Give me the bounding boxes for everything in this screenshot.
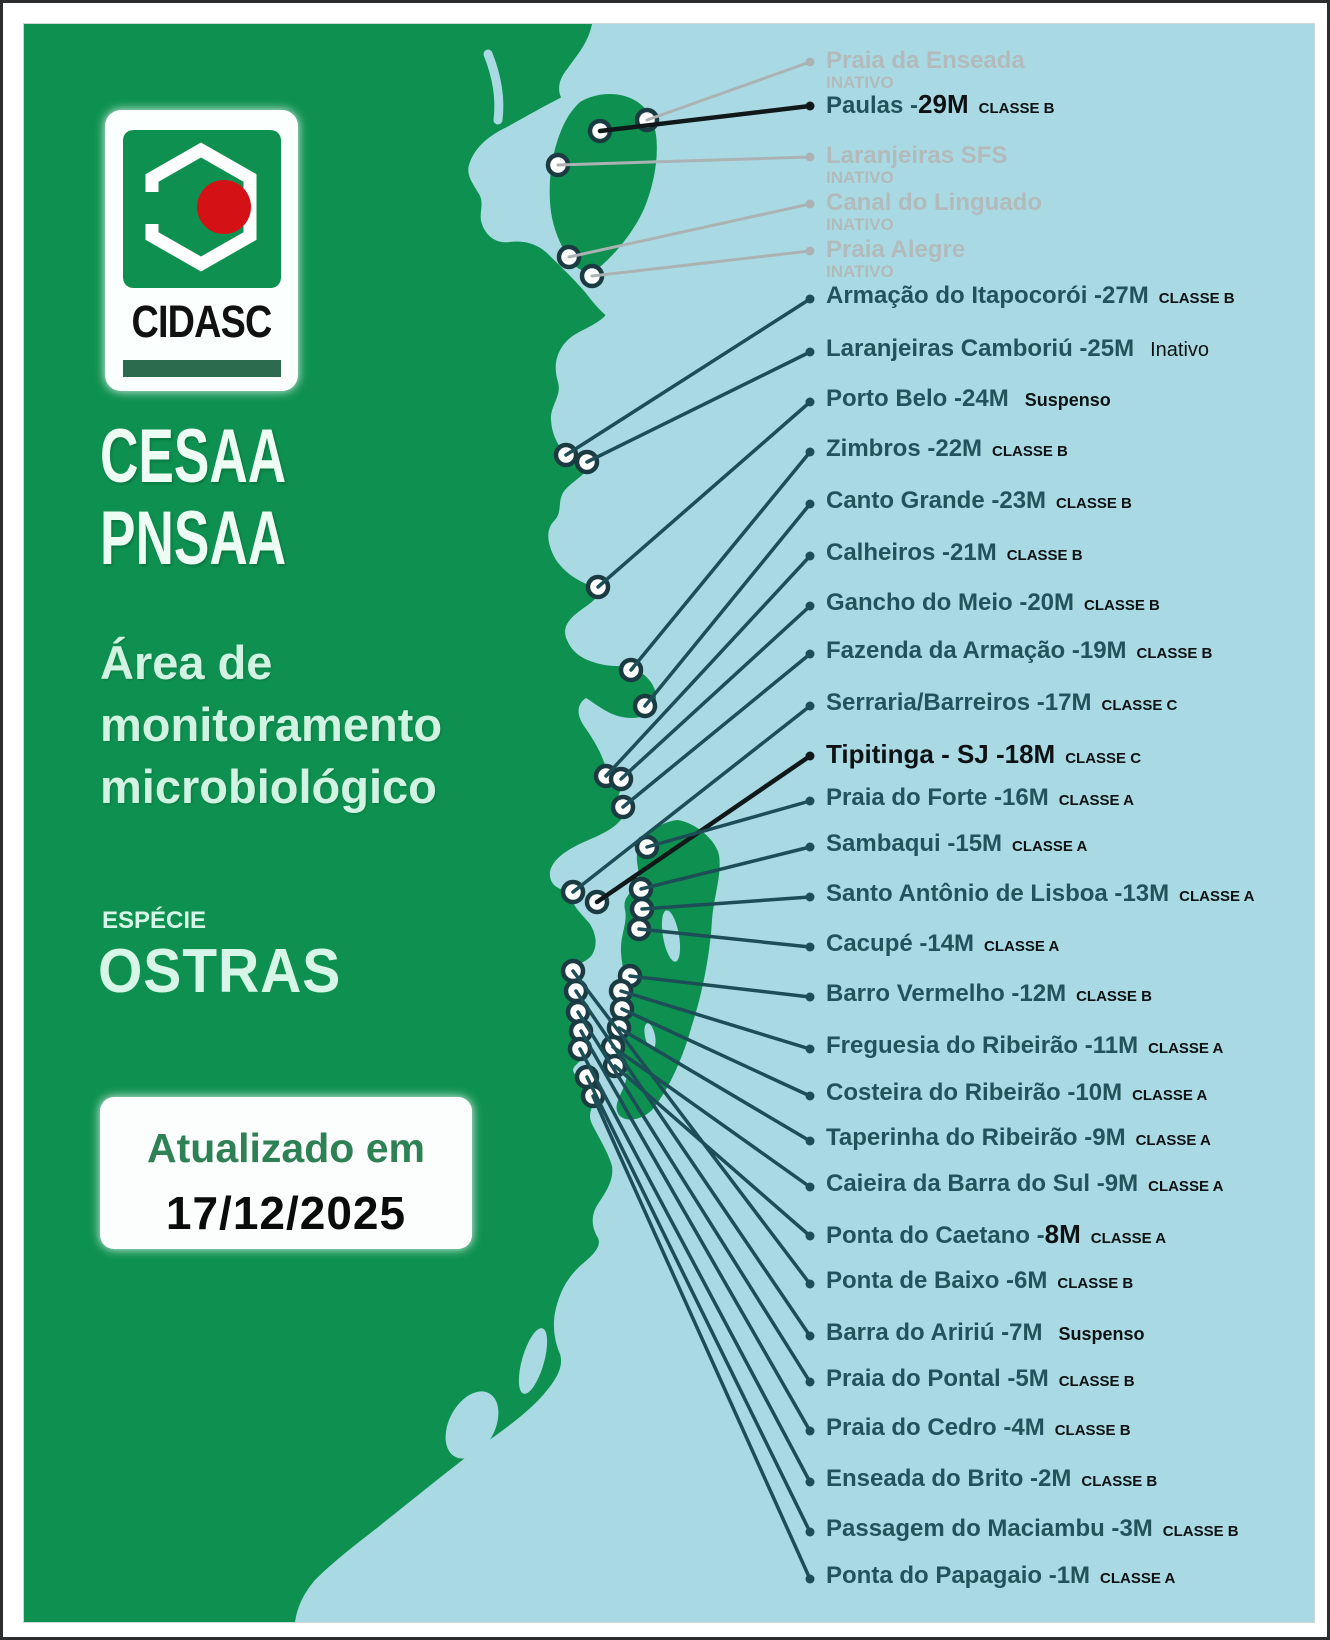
station-status: INATIVO (826, 262, 894, 281)
station-name: Santo Antônio de Lisboa - (826, 880, 1123, 907)
station-name: Gancho do Meio - (826, 589, 1028, 616)
map-title-line-1: Área de (100, 636, 273, 689)
logo-text: CIDASC (131, 296, 272, 347)
station-name: Praia Alegre (826, 236, 966, 263)
station-label (826, 739, 1141, 770)
station-status: CLASSE B (992, 443, 1068, 460)
station-code: 12M (1019, 980, 1067, 1007)
station-name: Fazenda da Armação - (826, 637, 1080, 664)
station-label (826, 1562, 1175, 1590)
monitoring-map (23, 23, 1315, 1623)
station-status: CLASSE B (1006, 547, 1083, 564)
updated-date: 17/12/2025 (165, 1187, 407, 1239)
station-name: Taperinha do Ribeirão - (826, 1124, 1093, 1151)
station-status: CLASSE B (1158, 290, 1235, 307)
map-title-line-2: monitoramento (100, 698, 443, 751)
station-code: 16M (1002, 784, 1049, 811)
station-label (826, 689, 1177, 717)
station-label (826, 1414, 1131, 1442)
station-name: Caieira da Barra do Sul - (826, 1170, 1105, 1197)
station-code: 27M (1102, 282, 1149, 309)
station-name: Costeira do Ribeirão - (826, 1079, 1076, 1106)
station-code: 5M (1015, 1365, 1049, 1392)
station-code: 20M (1027, 589, 1075, 616)
station-name: Porto Belo - (826, 385, 962, 412)
station-name: Praia da Enseada (826, 47, 1025, 74)
station-status: CLASSE A (1148, 1178, 1224, 1195)
station-code: 3M (1119, 1515, 1153, 1542)
station-status: INATIVO (826, 168, 894, 187)
station-label (826, 830, 1087, 858)
station-status: CLASSE A (1012, 838, 1088, 855)
station-name: Cacupé - (826, 930, 928, 957)
station-status: Inativo (1150, 339, 1210, 361)
station-label (826, 980, 1152, 1008)
station-code: 19M (1079, 637, 1127, 664)
station-code: 1M (1056, 1562, 1091, 1589)
station-code: 15M (955, 830, 1003, 857)
station-name: Laranjeiras SFS (826, 142, 1008, 169)
station-status: CLASSE A (1132, 1087, 1208, 1104)
station-label (826, 1365, 1135, 1393)
station-name: Zimbros - (826, 435, 936, 462)
station-status: CLASSE C (1065, 750, 1142, 767)
station-status: CLASSE B (1162, 1523, 1239, 1540)
station-code: 7M (1009, 1319, 1043, 1346)
station-name: Barro Vermelho - (826, 980, 1020, 1007)
station-code: 23M (999, 487, 1047, 514)
station-code: 18M (1004, 739, 1056, 769)
station-status: CLASSE B (1058, 1373, 1135, 1390)
station-status: CLASSE B (978, 100, 1055, 117)
program-line-2: PNSAA (100, 496, 287, 581)
station-name: Enseada do Brito - (826, 1465, 1039, 1492)
station-name: Canto Grande - (826, 487, 1000, 514)
station-name: Sambaqui - (826, 830, 956, 857)
station-label (826, 1032, 1223, 1060)
station-status: CLASSE A (1179, 888, 1255, 905)
station-name: Praia do Pontal - (826, 1365, 1016, 1392)
station-status: INATIVO (826, 73, 894, 92)
station-label (826, 1170, 1223, 1198)
station-label (826, 1079, 1207, 1107)
updated-label: Atualizado em (147, 1125, 425, 1171)
station-name: Paulas - (826, 92, 919, 119)
station-name: Calheiros - (826, 539, 951, 566)
station-code: 17M (1044, 689, 1092, 716)
station-code: 24M (962, 385, 1009, 412)
station-code: 29M (918, 89, 969, 119)
station-label (826, 190, 1042, 234)
station-code: 9M (1104, 1170, 1139, 1197)
station-code: 22M (935, 435, 983, 462)
station-label (826, 880, 1254, 908)
station-label (826, 487, 1132, 515)
station-status: CLASSE B (1076, 988, 1152, 1005)
station-label (826, 335, 1209, 363)
station-label (826, 435, 1068, 463)
station-label (826, 1319, 1145, 1347)
station-label (826, 385, 1111, 413)
station-status: CLASSE B (1081, 1473, 1158, 1490)
station-name: Canal do Linguado (826, 189, 1042, 216)
station-status: CLASSE B (1057, 1275, 1134, 1292)
station-status: CLASSE B (1136, 645, 1213, 662)
station-name: Laranjeiras Camboriú - (826, 335, 1088, 362)
station-status: CLASSE C (1101, 697, 1178, 714)
station-status: CLASSE A (1058, 792, 1135, 809)
station-name: Ponta do Caetano - (826, 1222, 1045, 1249)
station-label (826, 1465, 1157, 1493)
station-label (826, 48, 1025, 92)
station-status: CLASSE A (984, 938, 1060, 955)
station-code: 13M (1122, 880, 1170, 907)
station-label (826, 930, 1059, 958)
station-label (826, 89, 1054, 120)
station-code: 6M (1014, 1267, 1048, 1294)
station-status: CLASSE B (1084, 597, 1160, 614)
station-name: Armação do Itapocorói - (826, 282, 1103, 309)
station-label (826, 637, 1212, 665)
station-status: Suspenso (1058, 1324, 1145, 1344)
species-value: OSTRAS (98, 937, 342, 1006)
station-code: 2M (1038, 1465, 1072, 1492)
station-label (826, 784, 1134, 812)
station-label (826, 1219, 1166, 1250)
station-code: 11M (1092, 1032, 1139, 1059)
station-label-list (24, 24, 1314, 1622)
station-status: CLASSE B (1054, 1422, 1131, 1439)
station-name: Ponta de Baixo - (826, 1267, 1015, 1294)
station-label (826, 237, 965, 281)
station-code: 4M (1011, 1414, 1045, 1441)
station-label (826, 1515, 1239, 1543)
station-name: Passagem do Maciambu - (826, 1515, 1120, 1542)
station-label (826, 1267, 1133, 1295)
station-code: 21M (950, 539, 997, 566)
station-label (826, 589, 1160, 617)
station-label (826, 143, 1007, 187)
station-label (826, 282, 1235, 310)
station-name: Tipitinga - SJ - (826, 739, 1005, 769)
station-code: 10M (1075, 1079, 1123, 1106)
station-code: 8M (1044, 1219, 1081, 1249)
station-name: Praia do Forte - (826, 784, 1003, 811)
station-status: CLASSE A (1148, 1040, 1224, 1057)
station-label (826, 1124, 1211, 1152)
station-name: Ponta do Papagaio - (826, 1562, 1057, 1589)
station-label (826, 539, 1083, 567)
station-name: Barra do Aririú - (826, 1319, 1010, 1346)
station-status: CLASSE A (1135, 1132, 1211, 1149)
station-code: 25M (1087, 335, 1135, 362)
station-code: 14M (927, 930, 975, 957)
map-title-line-3: microbiológico (100, 760, 437, 813)
station-name: Praia do Cedro - (826, 1414, 1012, 1441)
program-line-1: CESAA (100, 414, 287, 499)
station-status: CLASSE B (1056, 495, 1132, 512)
species-label: ESPÉCIE (102, 907, 207, 934)
station-status: CLASSE A (1100, 1570, 1176, 1587)
station-status: Suspenso (1024, 390, 1111, 410)
station-name: Serraria/Barreiros - (826, 689, 1045, 716)
station-name: Freguesia do Ribeirão - (826, 1032, 1093, 1059)
station-code: 9M (1092, 1124, 1126, 1151)
station-status: INATIVO (826, 215, 894, 234)
station-status: CLASSE A (1090, 1230, 1167, 1247)
